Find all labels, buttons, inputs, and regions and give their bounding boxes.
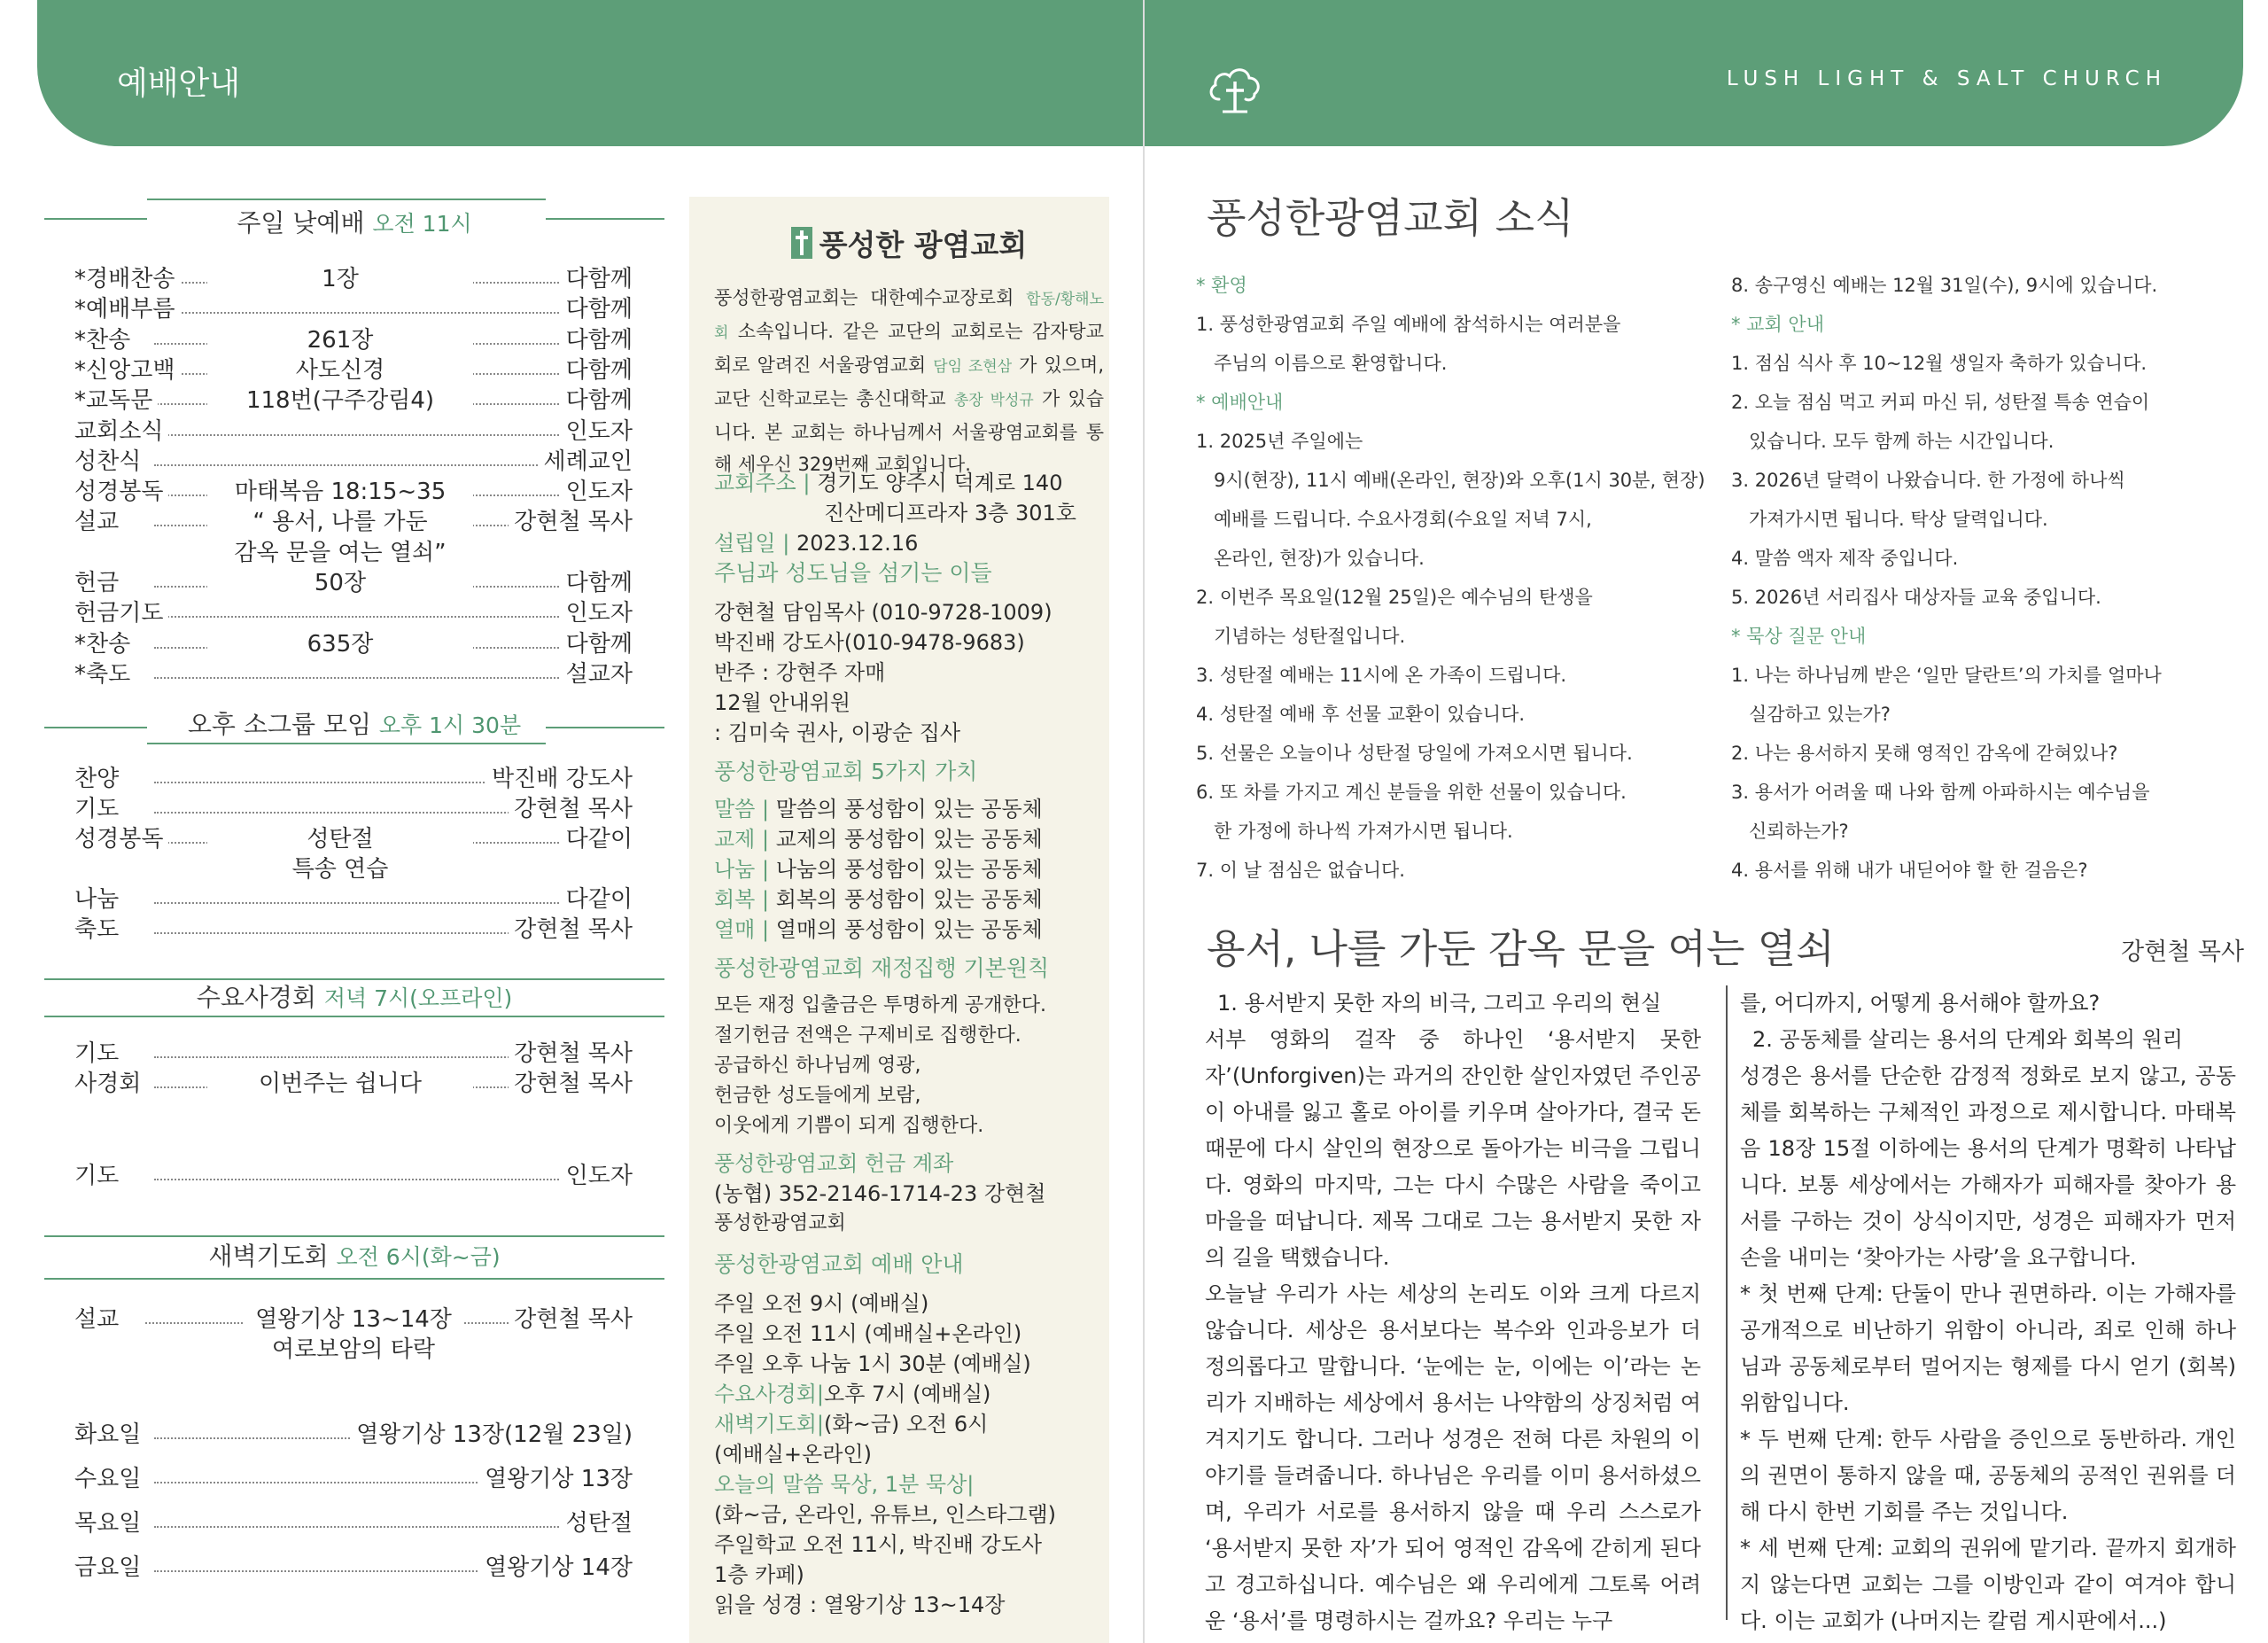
order-value: 성탄절 xyxy=(207,824,473,854)
news-item: 5. 2026년 서리집사 대상자들 교육 중입니다. xyxy=(1731,587,2101,608)
value-key: 나눔 xyxy=(714,857,756,882)
sermon-paragraph: * 첫 번째 단계: 단둘이 만나 권면하라. 이는 가해자를 공개적으로 비난하기 위함이 아니라, 죄로 인해 하나님과 공동체로부터 멀어지는 형제를 다시 얻기 (회복) 위함입니다. xyxy=(1740,1281,2236,1415)
order-leader: 강현철 목사 xyxy=(509,1039,633,1069)
intro-text: 가 있습니다. 본 교회는 하나님께서 서울광염교회를 통해 세우신 329번째 교회입니다. xyxy=(714,388,1104,475)
wednesday-order-row xyxy=(74,1039,633,1069)
worship-dawn-key: 새벽기도회 xyxy=(714,1412,817,1437)
news-item: 3. 성탄절 예배는 11시에 온 가족이 드립니다. xyxy=(1196,665,1567,686)
news-item: 2. 나는 용서하지 못해 영적인 감옥에 갇혀있나? xyxy=(1731,743,2118,764)
dawn-day-text: 열왕기상 14장 xyxy=(479,1553,633,1583)
sunday-worship-heading xyxy=(44,197,664,237)
afternoon-order-row xyxy=(74,824,633,854)
news-item: 6. 또 차를 가지고 계신 분들을 위한 선물이 있습니다. xyxy=(1196,782,1627,803)
finance-line: 이웃에게 기쁨이 되게 집행한다. xyxy=(714,1115,984,1137)
order-leader: 다함께 xyxy=(561,355,633,385)
value-key: 회복 xyxy=(714,887,756,912)
sermon-title: 용서, 나를 가둔 감옥 문을 여는 열쇠 xyxy=(1207,925,1835,972)
order-value: 특송 연습 xyxy=(207,854,473,884)
dawn-day-row xyxy=(74,1553,633,1583)
value-text: 말씀의 풍성함이 있는 공동체 xyxy=(775,797,1043,822)
order-label: 설교 xyxy=(74,507,124,537)
order-leader: 다함께 xyxy=(561,385,633,416)
order-leader: 다같이 xyxy=(561,884,633,915)
servant-line: 12월 안내위원 xyxy=(714,690,851,715)
news-item: 9시(현장), 11시 예배(온라인, 현장)와 오후(1시 30분, 현장) xyxy=(1196,470,1705,491)
order-label: *축도 xyxy=(74,659,136,689)
news-category: * 환영 xyxy=(1196,275,1247,296)
news-item: 실감하고 있는가? xyxy=(1731,704,1891,725)
sermon-paragraph: 서부 영화의 걸작 중 하나인 ‘용서받지 못한 자’(Unforgiven)는 과거의 잔인한 살인자였던 주인공이 아내를 잃고 홀로 아이를 키우며 살아가다, 결국 돈 때문에 다시 살인의 현장으로 돌아가는 비극을 그립니다. 영화의 마지막, 그는 다시 수많은 사람을 죽이고 마을을 떠납니다. 제목 그대로 그는 용서받지 못한 자의 길을 택했습니다. xyxy=(1205,1027,1701,1270)
worship-line-2: 주일 오전 11시 (예배실+온라인) xyxy=(714,1321,1022,1346)
news-item: 1. 점심 식사 후 10~12월 생일자 축하가 있습니다. xyxy=(1731,353,2148,374)
intro-note: 합동/황해노회 xyxy=(714,291,1104,342)
intro-text: 소속입니다. 같은 교단의 교회로는 감자탕교회로 알려진 서울광염교회 xyxy=(714,321,1104,376)
address-label: 교회주소 xyxy=(714,471,796,495)
dawn-day-row xyxy=(74,1420,633,1450)
news-item: 2. 이번주 목요일(12월 25일)은 예수님의 탄생을 xyxy=(1196,587,1593,608)
news-item: 1. 나는 하나님께 받은 ‘일만 달란트’의 가치를 얼마나 xyxy=(1731,665,2162,686)
sunday-order-row xyxy=(74,447,633,477)
value-text: 나눔의 풍성함이 있는 공동체 xyxy=(775,857,1043,882)
order-leader: 세례교인 xyxy=(539,447,633,477)
worship-line-3: 주일 오후 나눔 1시 30분 (예배실) xyxy=(714,1351,1031,1376)
order-label: *경배찬송 xyxy=(74,264,180,294)
church-address: 교회주소 | 경기도 양주시 덕계로 140 진산메디프라자 3층 301호 설립일 | 2023.12.16 xyxy=(714,468,1104,558)
finance-title: 풍성한광염교회 재정집행 기본원칙 xyxy=(714,955,1050,981)
afternoon-order-row xyxy=(74,854,633,884)
order-label: 헌금 xyxy=(74,568,124,598)
value-text: 열매의 풍성함이 있는 공동체 xyxy=(775,917,1043,942)
left-page-header xyxy=(37,0,1143,146)
account-section xyxy=(714,1149,1104,1239)
order-leader: 다함께 xyxy=(561,264,633,294)
order-value: 감옥 문을 여는 열쇠” xyxy=(207,538,473,568)
order-value: 사도신경 xyxy=(207,355,473,385)
order-leader: 인도자 xyxy=(561,1161,633,1191)
order-label: 축도 xyxy=(74,915,124,945)
dawn-sermon-text: 열왕기상 13~14장 xyxy=(243,1304,464,1335)
finance-line: 절기헌금 전액은 구제비로 집행한다. xyxy=(714,1024,1021,1047)
news-item: 1. 풍성한광염교회 주일 예배에 참석하시는 여러분을 xyxy=(1196,314,1621,335)
value-text: 교제의 풍성함이 있는 공동체 xyxy=(775,827,1043,852)
founded-date: 2023.12.16 xyxy=(796,531,919,556)
dawn-day-text: 열왕기상 13장(12월 23일) xyxy=(351,1420,633,1450)
dawn-day-label: 화요일 xyxy=(74,1420,146,1450)
sermon-column-1 xyxy=(1205,985,1701,1639)
order-value: 261장 xyxy=(207,325,473,355)
order-leader: 다같이 xyxy=(561,824,633,854)
news-title: 풍성한광염교회 소식 xyxy=(1207,194,1574,242)
value-key: 교제 xyxy=(714,827,756,852)
dawn-sermon-label: 설교 xyxy=(74,1306,120,1333)
sunday-order-row xyxy=(74,417,633,447)
value-row: 회복 | 회복의 풍성함이 있는 공동체 xyxy=(714,887,1043,912)
value-key: 말씀 xyxy=(714,797,756,822)
worship-wed-key: 수요사경회 xyxy=(714,1382,817,1406)
news-item: 신뢰하는가? xyxy=(1731,821,1849,842)
order-label: 성경봉독 xyxy=(74,477,168,507)
news-item: 4. 용서를 위해 내가 내딛어야 할 한 걸음은? xyxy=(1731,860,2088,881)
order-leader: 강현철 목사 xyxy=(509,794,633,824)
news-item: 주님의 이름으로 환영합니다. xyxy=(1196,353,1448,374)
dawn-sermon-who: 강현철 목사 xyxy=(509,1304,633,1335)
wednesday-order-row xyxy=(74,1069,633,1099)
news-item: 5. 선물은 오늘이나 성탄절 당일에 가져오시면 됩니다. xyxy=(1196,743,1633,764)
worship-school-2: 1층 카페) xyxy=(714,1562,804,1587)
news-item: 온라인, 현장)가 있습니다. xyxy=(1196,548,1425,569)
sunday-order-row xyxy=(74,659,633,689)
page-title: 예배안내 xyxy=(117,66,241,102)
order-leader: 인도자 xyxy=(561,477,633,507)
value-row: 말씀 | 말씀의 풍성함이 있는 공동체 xyxy=(714,797,1043,822)
address-line-2: 진산메디프라자 3층 301호 xyxy=(824,501,1076,526)
dawn-day-row xyxy=(74,1508,633,1538)
news-category: * 교회 안내 xyxy=(1731,314,1824,335)
finance-line: 헌금한 성도들에게 보람, xyxy=(714,1085,921,1107)
news-item: 3. 2026년 달력이 나왔습니다. 한 가정에 하나씩 xyxy=(1731,470,2125,491)
church-cross-icon xyxy=(791,227,812,264)
church-brand-name: LUSH LIGHT & SALT CHURCH xyxy=(1726,67,2167,90)
wednesday-time: 저녁 7시(오프라인) xyxy=(323,985,513,1011)
afternoon-time: 오후 1시 30분 xyxy=(378,712,522,738)
finance-line: 모든 재정 입출금은 투명하게 공개한다. xyxy=(714,994,1046,1016)
dawn-day-text: 성탄절 xyxy=(561,1508,633,1538)
dawn-sermon-row xyxy=(74,1304,633,1335)
address-line-1: 경기도 양주시 덕계로 140 xyxy=(817,471,1063,495)
sermon-paragraph: 오늘날 우리가 사는 세상의 논리도 이와 크게 다르지 않습니다. 세상은 용서보다는 복수와 인과응보가 더 정의롭다고 말합니다. ‘눈에는 눈, 이에는 이’라는 논리가 지배하는 세상에서 용서는 나약함의 상징처럼 여겨지기도 합니다. 그러나 성경은 전혀 다른 차원의 이야기를 들려줍니다. 하나님은 우리를 이미 용서하셨으며, 우리가 서로를 용서하지 않을 때 우리 스스로가 ‘용서받지 못한 자’가 되어 영적인 감옥에 갇히게 된다고 경고하십니다. 예수님은 왜 우리에게 그토록 어려운 ‘용서’를 명령하시는 걸까요? 우리는 누구 xyxy=(1205,1281,1701,1633)
account-holder: 풍성한광염교회 xyxy=(714,1212,846,1234)
news-item: 4. 말씀 액자 제작 중입니다. xyxy=(1731,548,1959,569)
sunday-order-row xyxy=(74,325,633,355)
news-category: * 묵상 질문 안내 xyxy=(1731,626,1867,647)
tree-cross-icon xyxy=(1207,60,1263,117)
afternoon-order-row xyxy=(74,915,633,945)
founded-label: 설립일 xyxy=(714,531,776,556)
worship-school: 주일학교 오전 11시, 박진배 강도사 xyxy=(714,1532,1043,1557)
sunday-order-row xyxy=(74,477,633,507)
order-label: 교회소식 xyxy=(74,417,168,447)
account-title: 풍성한광염교회 헌금 계좌 xyxy=(714,1151,954,1176)
afternoon-order-row xyxy=(74,764,633,794)
order-label: *교독문 xyxy=(74,385,158,416)
order-leader: 인도자 xyxy=(561,598,633,628)
sermon-paragraph: * 두 번째 단계: 한두 사람을 증인으로 동반하라. 개인의 권면이 통하지 않을 때, 공동체의 공적인 권위를 더해 다시 한번 기회를 주는 것입니다. xyxy=(1740,1427,2236,1524)
sermon-paragraph: 를, 어디까지, 어떻게 용서해야 할까요? xyxy=(1740,991,2101,1016)
intro-note: 총장 박성규 xyxy=(953,392,1034,409)
sermon-heading-1: 1. 용서받지 못한 자의 비극, 그리고 우리의 현실 xyxy=(1217,991,1662,1016)
servant-line: : 김미숙 권사, 이광순 집사 xyxy=(714,720,961,745)
sermon-author: 강현철 목사 xyxy=(2121,938,2244,966)
wednesday-order-row xyxy=(74,1161,633,1191)
values-list xyxy=(714,794,1104,945)
worship-line-1: 주일 오전 9시 (예배실) xyxy=(714,1291,929,1316)
intro-text: 풍성한광염교회는 대한예수교장로회 xyxy=(714,287,1027,308)
order-label: 기도 xyxy=(74,794,124,824)
sunday-order-row xyxy=(74,355,633,385)
order-label: *예배부름 xyxy=(74,294,180,324)
dawn-title: 새벽기도회 xyxy=(208,1242,329,1271)
dawn-day-label: 금요일 xyxy=(74,1553,146,1583)
finance-list xyxy=(714,991,1104,1141)
servant-line: 박진배 강도사(010-9478-9683) xyxy=(714,630,1025,655)
sunday-order-row xyxy=(74,629,633,659)
afternoon-heading xyxy=(44,705,664,741)
sunday-time: 오전 11시 xyxy=(372,211,472,237)
sermon-column-divider xyxy=(1726,985,1728,1620)
sunday-order-row xyxy=(74,507,633,537)
order-value: 이번주는 쉽니다 xyxy=(207,1069,473,1099)
worship-title: 풍성한광염교회 예배 안내 xyxy=(714,1251,964,1277)
order-leader: 다함께 xyxy=(561,568,633,598)
worship-schedule: 풍성한광염교회 예배 안내 주일 오전 9시 (예배실) 주일 오전 11시 (예배실+온라인) 주일 오후 나눔 1시 30분 (예배실) 수요사경회|오후 7시 (예배실) 새벽기도회|(화~금) 오전 6시 (예배실+온라인) 오늘의 말씀 묵상, 1분 묵상| (화~금, 온라인, 유튜브, 인스타그램) 주일학교 오전 11시, 박진배 강도사 1층 카페) 읽을 성경 : 열왕기상 13~14장 xyxy=(714,1250,1104,1620)
dawn-sermon-sub-row xyxy=(74,1335,633,1365)
sermon-paragraph: 성경은 용서를 단순한 감정적 정화로 보지 않고, 공동체를 회복하는 구체적인 과정으로 제시합니다. 마태복음 18장 15절 이하에는 용서의 단계가 명확히 나타납니다. 보통 세상에서는 가해자가 피해자를 찾아가 용서를 구하는 것이 상식이지만, 성경은 피해자가 먼저 손을 내미는 ‘찾아가는 사랑’을 요구합니다. xyxy=(1740,1063,2236,1270)
order-leader: 다함께 xyxy=(561,629,633,659)
afternoon-order-row xyxy=(74,794,633,824)
order-leader: 강현철 목사 xyxy=(509,1069,633,1099)
order-label: *신앙고백 xyxy=(74,355,180,385)
news-item: 2. 오늘 점심 먹고 커피 마신 뒤, 성탄절 특송 연습이 xyxy=(1731,392,2150,413)
worship-wed: 오후 7시 (예배실) xyxy=(824,1382,991,1406)
dawn-day-text: 열왕기상 13장 xyxy=(479,1464,633,1494)
sunday-order-row xyxy=(74,538,633,568)
church-intro xyxy=(714,282,1104,480)
order-leader: 강현철 목사 xyxy=(509,915,633,945)
news-item: 7. 이 날 점심은 없습니다. xyxy=(1196,860,1405,881)
order-value: “ 용서, 나를 가둔 xyxy=(207,507,473,537)
order-leader: 박진배 강도사 xyxy=(486,764,633,794)
order-value: 635장 xyxy=(207,629,473,659)
church-name: 풍성한 광염교회 xyxy=(819,228,1028,262)
news-item: 4. 성탄절 예배 후 선물 교환이 있습니다. xyxy=(1196,704,1526,725)
worship-meditation: (화~금, 온라인, 유튜브, 인스타그램) xyxy=(714,1502,1057,1527)
value-text: 회복의 풍성함이 있는 공동체 xyxy=(775,887,1043,912)
sunday-order-row xyxy=(74,264,633,294)
order-value: 50장 xyxy=(207,568,473,598)
news-right-column xyxy=(1731,266,2245,890)
news-left-column xyxy=(1196,266,1728,890)
dawn-day-label: 목요일 xyxy=(74,1508,146,1538)
dawn-day-row xyxy=(74,1464,633,1494)
worship-reading: 읽을 성경 : 열왕기상 13~14장 xyxy=(714,1592,1006,1617)
news-item: 가져가시면 됩니다. 탁상 달력입니다. xyxy=(1731,509,2048,530)
page-divider xyxy=(1143,0,1145,1643)
order-leader: 다함께 xyxy=(561,325,633,355)
wednesday-title: 수요사경회 xyxy=(196,983,316,1012)
order-leader: 다함께 xyxy=(561,294,633,324)
order-label: 헌금기도 xyxy=(74,598,168,628)
news-item: 있습니다. 모두 함께 하는 시간입니다. xyxy=(1731,431,2054,452)
order-label: 기도 xyxy=(74,1039,124,1069)
sunday-order-row xyxy=(74,385,633,416)
order-leader: 강현철 목사 xyxy=(509,507,633,537)
order-label: 기도 xyxy=(74,1161,124,1191)
sunday-order-row xyxy=(74,294,633,324)
intro-note: 담임 조현삼 xyxy=(933,358,1013,376)
news-item: 8. 송구영신 예배는 12월 31일(수), 9시에 있습니다. xyxy=(1731,275,2158,296)
order-leader: 설교자 xyxy=(561,659,633,689)
value-row: 열매 | 열매의 풍성함이 있는 공동체 xyxy=(714,917,1043,942)
dawn-time: 오전 6시(화~금) xyxy=(336,1244,501,1270)
servants-list xyxy=(714,597,1104,748)
worship-dawn-2: (예배실+온라인) xyxy=(714,1442,872,1467)
afternoon-title: 오후 소그룹 모임 xyxy=(187,710,371,739)
order-value: 118번(구주강림4) xyxy=(207,385,473,416)
dawn-day-label: 수요일 xyxy=(74,1464,146,1494)
account-number: (농협) 352-2146-1714-23 강현철 xyxy=(714,1181,1046,1206)
servants-title: 주님과 성도님을 섬기는 이들 xyxy=(714,560,992,586)
value-key: 열매 xyxy=(714,917,756,942)
worship-dawn: (화~금) 오전 6시 xyxy=(824,1412,989,1437)
order-label: 사경회 xyxy=(74,1069,146,1099)
servants-section xyxy=(714,558,1104,748)
sermon-column-2 xyxy=(1740,985,2236,1639)
sermon-paragraph: * 세 번째 단계: 교회의 권위에 맡기라. 끝까지 회개하지 않는다면 교회는 그를 이방인과 같이 여겨야 합니다. 이는 교회가 (나머지는 칼럼 게시판에서...) xyxy=(1740,1536,2236,1633)
servant-line: 반주 : 강현주 자매 xyxy=(714,660,886,685)
news-item: 예배를 드립니다. 수요사경회(수요일 저녁 7시, xyxy=(1196,509,1592,530)
order-label: 성경봉독 xyxy=(74,824,168,854)
intro-text: 가 있으며, 교단 신학교로는 총신대학교 xyxy=(714,354,1105,409)
finance-section xyxy=(714,954,1104,1141)
right-page-header xyxy=(1145,0,2243,146)
order-value: 마태복음 18:15~35 xyxy=(207,477,473,507)
values-title: 풍성한광염교회 5가지 가치 xyxy=(714,759,978,784)
sunday-order-row xyxy=(74,598,633,628)
news-item: 1. 2025년 주일에는 xyxy=(1196,431,1363,452)
value-row: 교제 | 교제의 풍성함이 있는 공동체 xyxy=(714,827,1043,852)
sunday-title: 주일 낮예배 xyxy=(237,208,365,237)
finance-line: 공급하신 하나님께 영광, xyxy=(714,1055,921,1077)
dawn-sermon-sub: 여로보암의 타락 xyxy=(271,1336,436,1363)
order-leader: 인도자 xyxy=(561,417,633,447)
order-label: 성찬식 xyxy=(74,447,146,477)
order-label: *찬송 xyxy=(74,629,136,659)
wednesday-heading xyxy=(44,977,664,1012)
sunday-order-row xyxy=(74,568,633,598)
values-section xyxy=(714,757,1104,945)
news-item: 기념하는 성탄절입니다. xyxy=(1196,626,1406,647)
news-item: 3. 용서가 어려울 때 나와 함께 아파하시는 예수님을 xyxy=(1731,782,2150,803)
dawn-heading xyxy=(44,1234,664,1269)
church-name-block xyxy=(714,227,1104,264)
worship-meditation-key: 오늘의 말씀 묵상, 1분 묵상 xyxy=(714,1472,967,1497)
sermon-heading-2: 2. 공동체를 살리는 용서의 단계와 회복의 원리 xyxy=(1752,1027,2183,1052)
news-item: 한 가정에 하나씩 가져가시면 됩니다. xyxy=(1196,821,1513,842)
order-label: 나눔 xyxy=(74,884,124,915)
afternoon-order-row xyxy=(74,884,633,915)
value-row: 나눔 | 나눔의 풍성함이 있는 공동체 xyxy=(714,857,1043,882)
order-label: *찬송 xyxy=(74,325,136,355)
order-value: 1장 xyxy=(207,264,473,294)
order-label: 찬양 xyxy=(74,764,124,794)
servant-line: 강현철 담임목사 (010-9728-1009) xyxy=(714,600,1052,625)
news-category: * 예배안내 xyxy=(1196,392,1284,413)
